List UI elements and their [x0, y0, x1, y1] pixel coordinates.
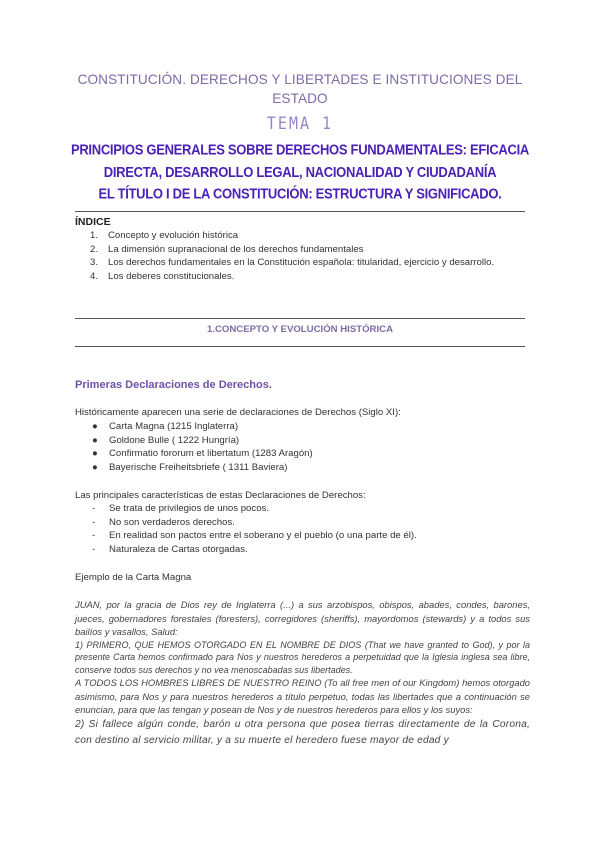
intro-paragraph: Históricamente aparecen una serie de declaraciones de Derechos (Siglo XI):: [75, 407, 401, 418]
divider: [75, 211, 525, 212]
section-title: 1.CONCEPTO Y EVOLUCIÓN HISTÓRICA: [206, 324, 394, 335]
quote-paragraph: 1) PRIMERO, QUE HEMOS OTORGADO EN EL NOMBRE DE DIOS (That we have granted to God), y por la presente Carta hemos confirmado para Nos y nuestros herederos a perpetuidad que la Iglesia inglesa sea libre, conserve todos sus derechos y no vea menoscabadas sus libertades.: [75, 639, 530, 675]
subsection-heading: Primeras Declaraciones de Derechos.: [75, 379, 272, 391]
quote-paragraph: JUAN, por la gracia de Dios rey de Inglaterra (...) a sus arzobispos, obispos, abades, condes, barones, jueces, gobernadores forestales (foresters), corregidores (sheriffs), mayordomos (stewards) y a todos sus bailíos y vasallos, Salud:: [75, 599, 530, 638]
list-item: - Se trata de privilegios de unos pocos.: [92, 503, 269, 514]
index-list: [90, 229, 530, 283]
example-label: Ejemplo de la Carta Magna: [75, 572, 192, 583]
list-item: ● Carta Magna (1215 Inglaterra): [92, 421, 239, 432]
subtitle-line: EL TÍTULO I DE LA CONSTITUCIÓN: ESTRUCTURA Y SIGNIFICADO.: [98, 184, 502, 202]
document-title: CONSTITUCIÓN. DERECHOS Y LIBERTADES E INSTITUCIONES DEL ESTADO: [77, 72, 523, 106]
list-item: - En realidad son pactos entre el soberano y el pueblo (o una parte de él).: [92, 530, 417, 541]
subtitle-line: PRINCIPIOS GENERALES SOBRE DERECHOS FUNDAMENTALES: EFICACIA: [70, 141, 530, 159]
features-list: [92, 502, 417, 556]
quote-paragraph: A TODOS LOS HOMBRES LIBRES DE NUESTRO REINO (To all free men of our Kingdom) hemos otorgado asimismo, para Nos y para nuestros herederos a título perpetuo, todas las libertades que a continuación se enuncian, para que las tengan y posean de Nos y de nuestros herederos para ellos y los suyos:: [75, 677, 530, 716]
subtitle-line: DIRECTA, DESARROLLO LEGAL, NACIONALIDAD Y CIUDADANÍA: [103, 163, 497, 180]
list-item: ● Bayerische Freiheitsbriefe ( 1311 Baviera): [92, 461, 288, 473]
index-heading: ÍNDICE: [75, 216, 111, 228]
quote-paragraph: 2) Si fallece algún conde, barón u otra persona que posea tierras directamente de la Corona, con destino al servicio militar, y a su muerte el heredero fuese mayor de edad y: [75, 718, 530, 746]
index-item: 3. Los derechos fundamentales en la Constitución española: titularidad, ejercicio y desarrollo.: [90, 257, 495, 268]
divider: [75, 318, 525, 319]
carta-magna-quote: [75, 598, 530, 749]
declarations-list: [92, 420, 313, 474]
list-item: ● Confirmatio fororum et libertatum (1283 Aragón): [92, 448, 313, 459]
index-item: 2. La dimensión supranacional de los derechos fundamentales: [90, 243, 364, 255]
list-item: - Naturaleza de Cartas otorgadas.: [92, 543, 248, 555]
tema-label: TEMA 1: [266, 112, 334, 134]
list-item: - No son verdaderos derechos.: [92, 516, 235, 528]
topic-subtitle: [70, 139, 530, 205]
list-item: ● Goldone Bulle ( 1222 Hungría): [92, 434, 240, 446]
divider: [75, 346, 525, 347]
features-intro: Las principales características de estas Declaraciones de Derechos:: [75, 490, 366, 501]
index-item: 1. Concepto y evolución histórica: [90, 230, 239, 241]
index-item: 4. Los deberes constitucionales.: [90, 270, 235, 282]
